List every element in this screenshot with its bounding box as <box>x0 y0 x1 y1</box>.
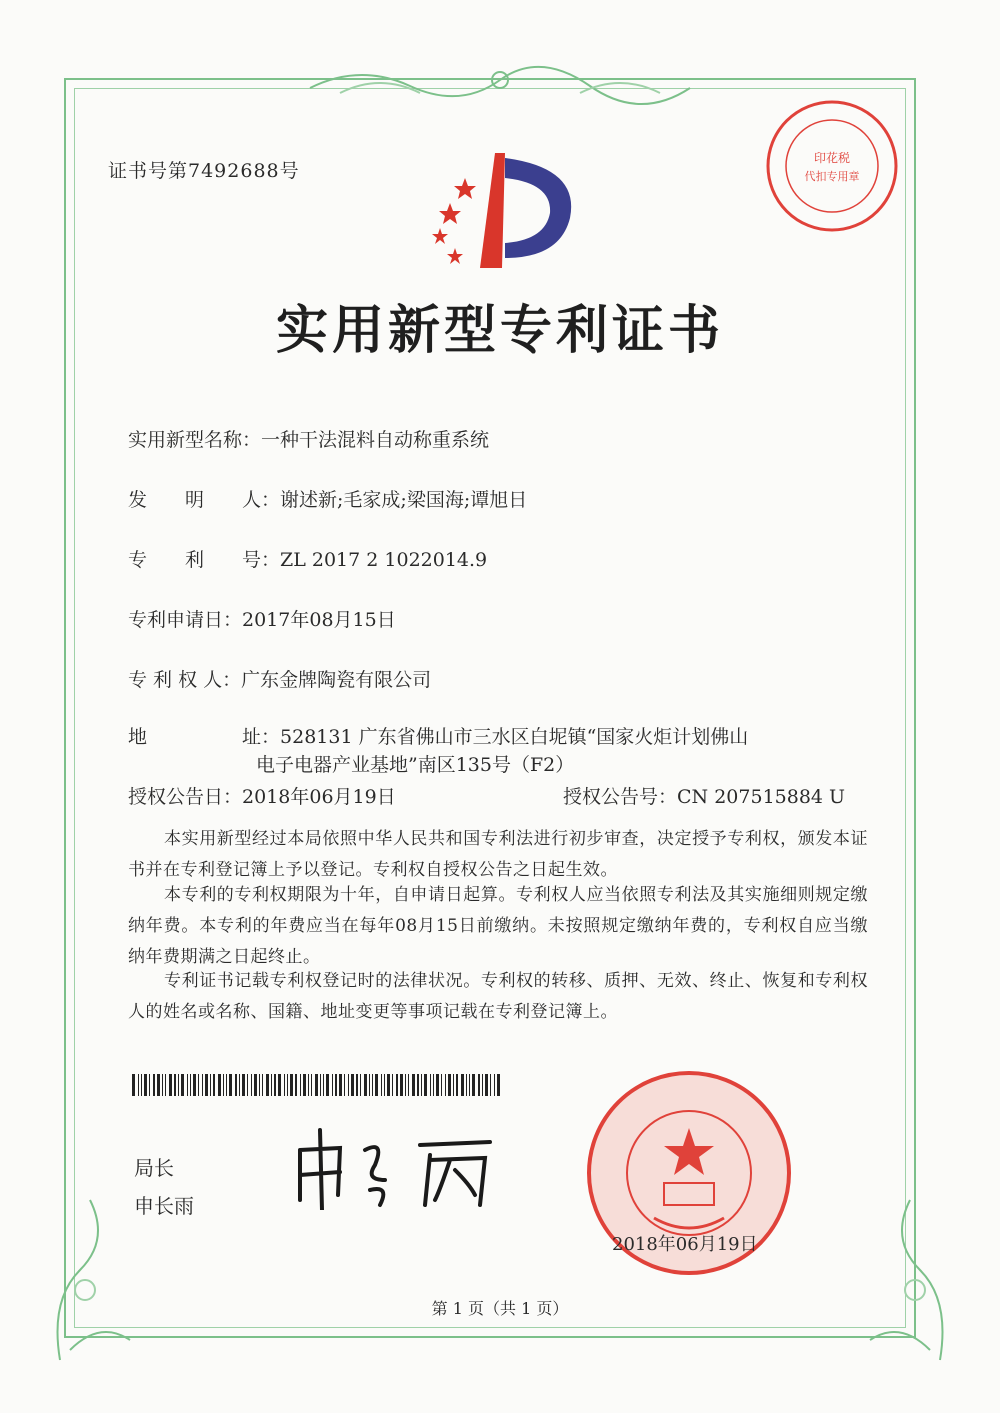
barcode-bar <box>436 1074 439 1096</box>
barcode-bar <box>364 1074 367 1096</box>
barcode-bar <box>332 1074 333 1096</box>
seal-date: 2018年06月19日 <box>612 1234 758 1255</box>
barcode-bar <box>287 1074 288 1096</box>
tax-seal-center-line1: 印花税 <box>813 151 851 165</box>
barcode-bar <box>144 1074 147 1096</box>
paragraph-legal-status: 专利证书记载专利权登记时的法律状况。专利权的转移、质押、无效、终止、恢复和专利权人的姓名或名称、国籍、地址变更等事项记载在专利登记簿上。 <box>128 971 868 1022</box>
barcode-bar <box>169 1074 172 1096</box>
barcode-bar <box>198 1074 199 1096</box>
barcode-bar <box>295 1074 297 1096</box>
barcode-bar <box>448 1074 451 1096</box>
utility-model-name-label: 实用新型名称： <box>128 429 262 451</box>
barcode-bar <box>490 1074 491 1096</box>
barcode-bar <box>193 1074 196 1096</box>
barcode-bar <box>494 1074 495 1096</box>
barcode-bar <box>417 1074 419 1096</box>
barcode-bar <box>453 1074 454 1096</box>
barcode-bar <box>466 1074 467 1096</box>
barcode-bar <box>372 1074 373 1096</box>
patent-number-label: 专 利 号： <box>128 549 281 571</box>
barcode-bar <box>335 1074 337 1096</box>
paragraph-term: 本专利的专利权期限为十年，自申请日起算。专利权人应当依照专利法及其实施细则规定缴纳年费。本专利的年费应当在每年08月15日前缴纳。未按照规定缴纳年费的，专利权自应当缴纳年费期满之日起终止。 <box>128 885 868 967</box>
barcode-bar <box>266 1074 269 1096</box>
barcode-bar <box>408 1074 409 1096</box>
barcode-bar <box>181 1074 184 1096</box>
field-patent-number <box>128 545 487 572</box>
barcode-bar <box>405 1074 406 1096</box>
barcode-bar <box>421 1074 422 1096</box>
publication-number-label: 授权公告号： <box>563 786 678 808</box>
barcode-bar <box>315 1074 318 1096</box>
barcode-bar <box>392 1074 393 1096</box>
barcode-bar <box>456 1074 458 1096</box>
application-date-value: 2017年08月15日 <box>242 609 396 631</box>
barcode-bar <box>229 1074 232 1096</box>
barcode-bar <box>396 1074 398 1096</box>
director-name: 申长雨 <box>134 1194 194 1218</box>
barcode-bar <box>482 1074 483 1096</box>
barcode-bar <box>369 1074 370 1096</box>
field-application-date <box>128 605 396 632</box>
barcode-bar <box>320 1074 321 1096</box>
barcode-bar <box>308 1074 309 1096</box>
barcode-bar <box>141 1074 142 1096</box>
barcode-bar <box>339 1074 342 1096</box>
patentee-label: 专 利 权 人： <box>128 669 242 691</box>
barcode-bar <box>213 1074 215 1096</box>
barcode-bar <box>400 1074 403 1096</box>
barcode-bar <box>218 1074 221 1096</box>
barcode-bar <box>251 1074 252 1096</box>
barcode-bar <box>472 1074 475 1096</box>
barcode-bar <box>153 1074 155 1096</box>
barcode-bar <box>242 1074 245 1096</box>
barcode-bar <box>138 1074 139 1096</box>
barcode-bar <box>348 1074 349 1096</box>
barcode-bar <box>210 1074 211 1096</box>
field-utility-model-name <box>128 425 489 452</box>
barcode-bar <box>278 1074 281 1096</box>
publication-number-value: CN 207515884 U <box>677 786 846 808</box>
barcode-bar <box>284 1074 285 1096</box>
address-line1: 528131 广东省佛山市三水区白坭镇“国家火炬计划佛山 <box>280 726 749 748</box>
barcode-bar <box>433 1074 434 1096</box>
address-line2: 电子电器产业基地”南区135号（F2） <box>256 754 575 776</box>
barcode-bar <box>303 1074 306 1096</box>
director-title: 局长 <box>134 1156 174 1180</box>
patentee-value: 广东金牌陶瓷有限公司 <box>241 669 432 691</box>
field-address <box>128 722 748 749</box>
barcode-bar <box>202 1074 203 1096</box>
field-publication-date <box>128 782 396 809</box>
barcode-bar <box>445 1074 446 1096</box>
barcode-bar <box>187 1074 188 1096</box>
barcode-bar <box>387 1074 390 1096</box>
barcode-bar <box>375 1074 378 1096</box>
barcode-bar <box>254 1074 257 1096</box>
field-patentee <box>128 665 431 692</box>
barcode-bar <box>162 1074 163 1096</box>
barcode-bar <box>478 1074 480 1096</box>
barcode-bar <box>157 1074 160 1096</box>
barcode-bar <box>384 1074 385 1096</box>
certificate-title: 实用新型专利证书 <box>275 300 724 361</box>
page-number: 第 1 页（共 1 页） <box>431 1299 569 1318</box>
corner-ornament-bottom-right <box>840 1180 960 1380</box>
barcode-bar <box>430 1074 431 1096</box>
barcode-bar <box>485 1074 488 1096</box>
certificate-number: 证书号第7492688号 <box>108 160 300 182</box>
publication-date-value: 2018年06月19日 <box>242 786 396 808</box>
barcode-bar <box>360 1074 361 1096</box>
patent-number-value: ZL 2017 2 1022014.9 <box>280 549 488 571</box>
barcode-bar <box>274 1074 276 1096</box>
barcode-bar <box>262 1074 263 1096</box>
barcode-bar <box>223 1074 224 1096</box>
barcode-bar <box>469 1074 470 1096</box>
cnipa-logo-icon <box>410 148 590 278</box>
tax-seal-stamp <box>762 96 902 236</box>
barcode-bar <box>323 1074 324 1096</box>
barcode-bar <box>461 1074 464 1096</box>
barcode-bar <box>351 1074 354 1096</box>
barcode-bar <box>226 1074 227 1096</box>
barcode-bar <box>424 1074 427 1096</box>
barcode-bar <box>300 1074 301 1096</box>
barcode-bar <box>326 1074 329 1096</box>
barcode-bar <box>149 1074 150 1096</box>
barcode-bar <box>178 1074 179 1096</box>
address-label: 地 址： <box>128 726 281 748</box>
barcode-bar <box>497 1074 500 1096</box>
inventor-label: 发 明 人： <box>128 489 281 511</box>
field-inventor <box>128 485 527 512</box>
barcode-bar <box>290 1074 293 1096</box>
application-date-label: 专利申请日： <box>128 609 243 631</box>
barcode-bar <box>190 1074 191 1096</box>
field-publication-number <box>563 782 845 809</box>
barcode-bar <box>247 1074 248 1096</box>
barcode-bar <box>239 1074 240 1096</box>
top-ornament <box>300 58 700 108</box>
utility-model-name-value: 一种干法混料自动称重系统 <box>261 429 490 451</box>
barcode-bar <box>412 1074 415 1096</box>
barcode-bar <box>344 1074 345 1096</box>
barcode-bar <box>356 1074 358 1096</box>
barcode-bar <box>271 1074 272 1096</box>
paragraph-examination: 本实用新型经过本局依照中华人民共和国专利法进行初步审查，决定授予专利权，颁发本证书并在专利登记簿上予以登记。专利权自授权公告之日起生效。 <box>128 829 868 880</box>
inventor-value: 谢述新;毛家成;梁国海;谭旭日 <box>280 489 528 511</box>
director-signature <box>290 1120 510 1210</box>
barcode-bar <box>441 1074 442 1096</box>
barcode-bar <box>235 1074 237 1096</box>
barcode-bar <box>205 1074 208 1096</box>
publication-date-label: 授权公告日： <box>128 786 243 808</box>
barcode-bar <box>381 1074 382 1096</box>
tax-seal-center-line2: 代扣专用章 <box>804 170 860 183</box>
barcode-bar <box>165 1074 166 1096</box>
barcode <box>132 1074 502 1096</box>
barcode-bar <box>174 1074 176 1096</box>
barcode-bar <box>132 1074 135 1096</box>
barcode-bar <box>311 1074 312 1096</box>
barcode-bar <box>259 1074 260 1096</box>
